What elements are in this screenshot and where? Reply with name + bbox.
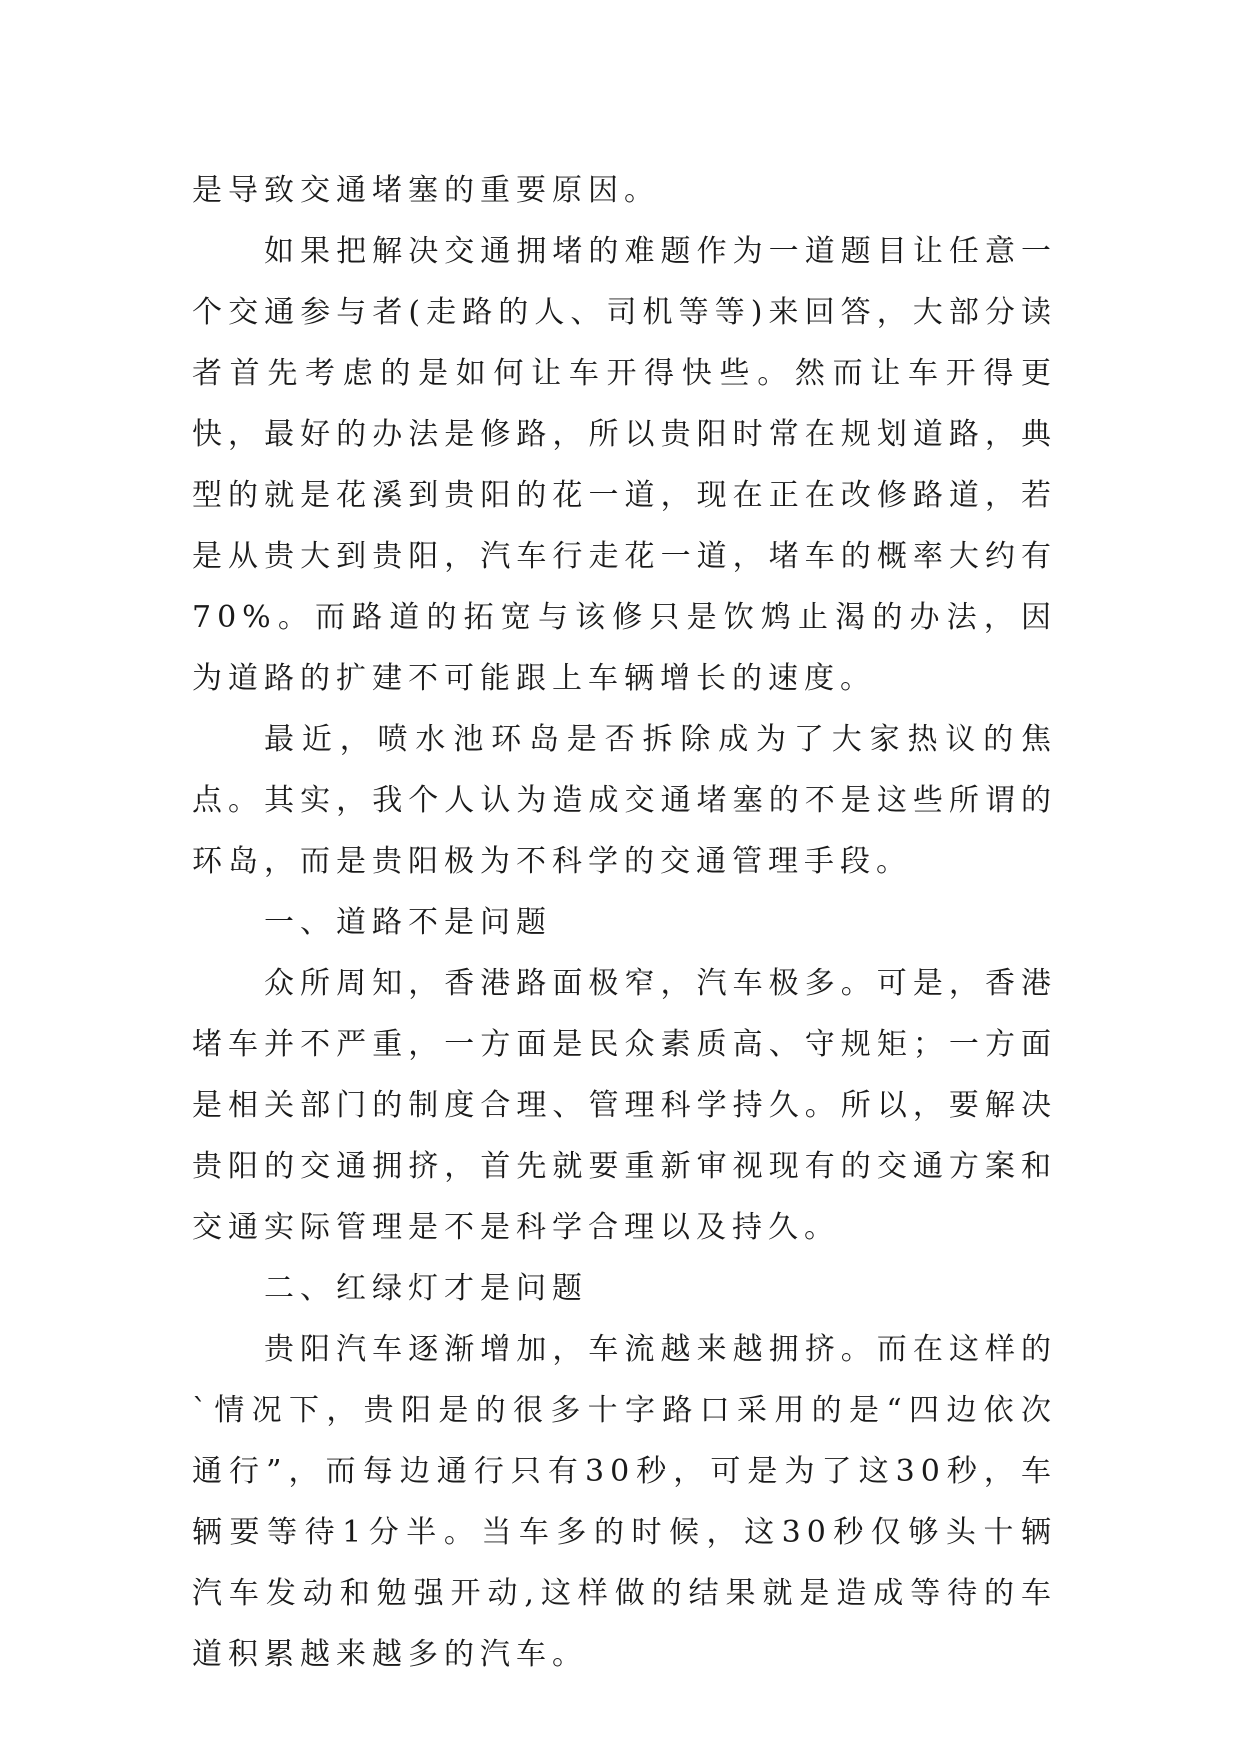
paragraph-4: 众所周知，香港路面极窄，汽车极多。可是，香港堵车并不严重，一方面是民众素质高、守规矩；一方面是相关部门的制度合理、管理科学持久。所以，要解决贵阳的交通拥挤，首先就要重新审视现有的交通方案和交通实际管理是不是科学合理以及持久。 bbox=[192, 966, 1057, 1245]
paragraph-3: 最近，喷水池环岛是否拆除成为了大家热议的焦点。其实，我个人认为造成交通堵塞的不是这些所谓的环岛，而是贵阳极为不科学的交通管理手段。 bbox=[192, 722, 1057, 879]
paragraph-1: 是导致交通堵塞的重要原因。 bbox=[192, 173, 660, 208]
paragraph-5: 贵阳汽车逐渐增加，车流越来越拥挤。而在这样的`情况下，贵阳是的很多十字路口采用的是“四边依次通行”，而每边通行只有30秒，可是为了这30秒，车辆要等待1分半。当车多的时候，这30秒仅够头十辆汽车发动和勉强开动,这样做的结果就是造成等待的车道积累越来越多的汽车。 bbox=[192, 1332, 1057, 1672]
document-body bbox=[192, 160, 1057, 1685]
section-heading-1: 一、道路不是问题 bbox=[264, 905, 552, 940]
paragraph-2: 如果把解决交通拥堵的难题作为一道题目让任意一个交通参与者(走路的人、司机等等)来回答，大部分读者首先考虑的是如何让车开得快些。然而让车开得更快，最好的办法是修路，所以贵阳时常在规划道路，典型的就是花溪到贵阳的花一道，现在正在改修路道，若是从贵大到贵阳，汽车行走花一道，堵车的概率大约有70%。而路道的拓宽与该修只是饮鸩止渴的办法，因为道路的扩建不可能跟上车辆增长的速度。 bbox=[192, 234, 1057, 696]
section-heading-2: 二、红绿灯才是问题 bbox=[264, 1271, 588, 1306]
